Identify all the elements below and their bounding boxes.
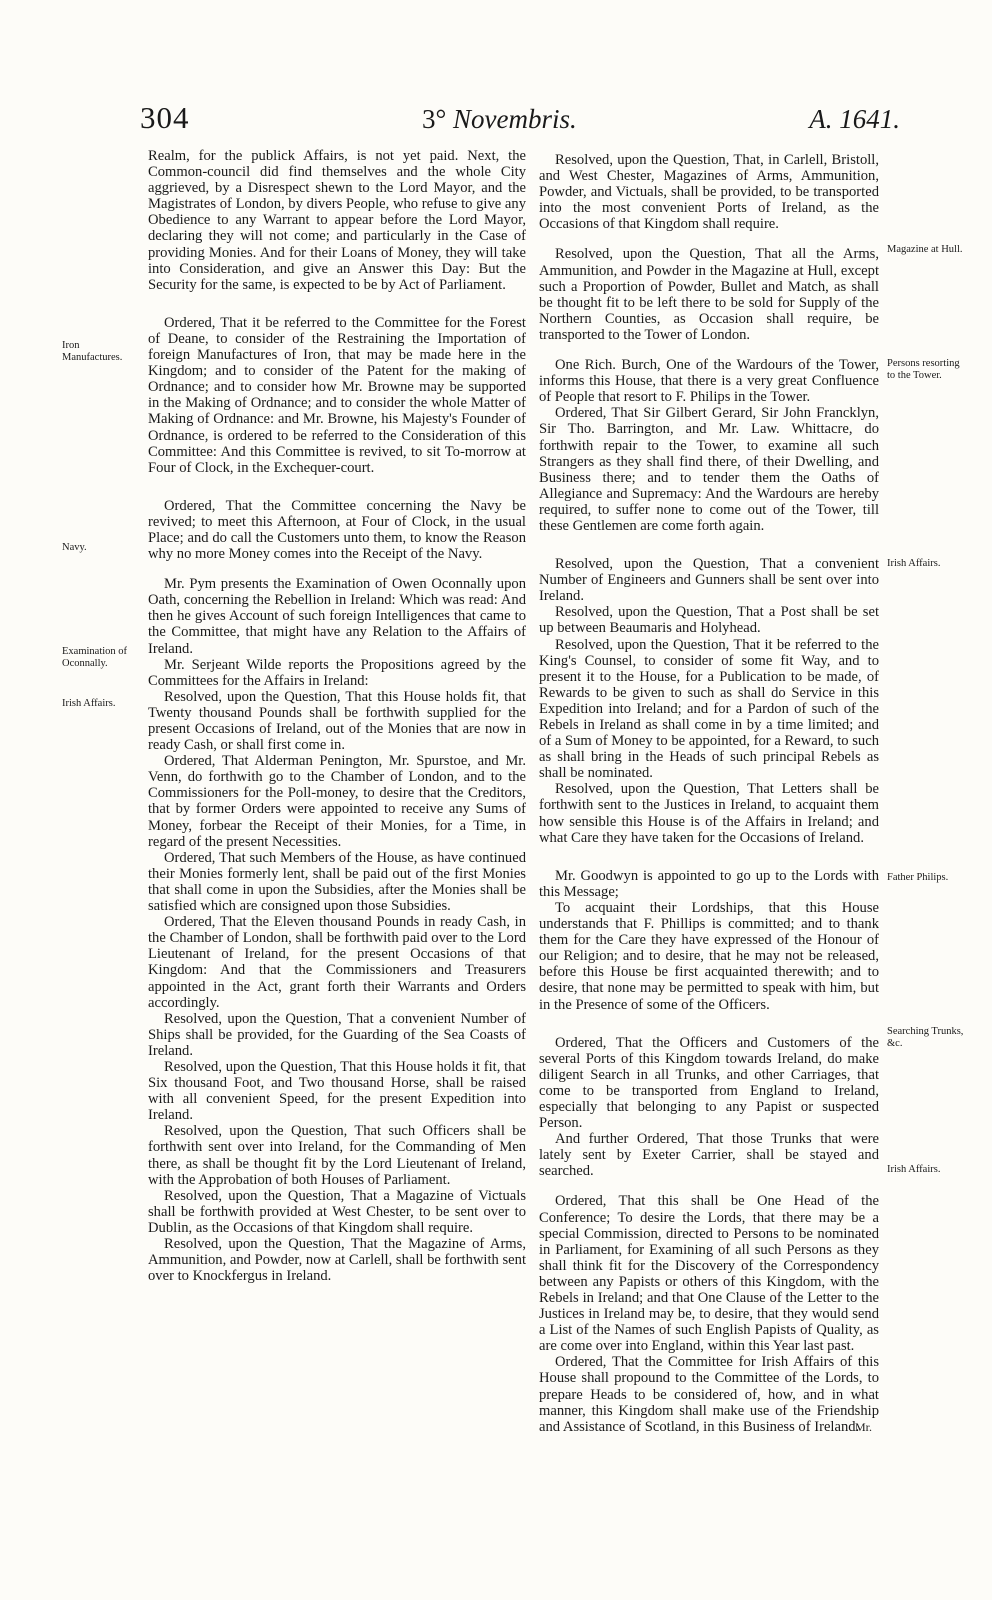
- margin-note-navy: Navy.: [62, 542, 87, 553]
- margin-note-trunks: Searching Trunks, &c.: [887, 1026, 964, 1049]
- paragraph: To acquaint their Lordships, that this House understands that F. Phillips is committed; and to thank them for the Care they have expressed of the Honour of our Religion; and to desire, that he may not be released, before this House be first acquainted therewith; and to desire, that none may be permitted to speak with him, but in the Presence of some of the Officers.: [539, 899, 879, 1013]
- paragraph: Ordered, That the Officers and Customers of the several Ports of this Kingdom towards Ireland, do make diligent Search in all Trunks, and other Carriages, that come to be transported from England to Ireland, especially that belonging to any Papist or suspected Person.: [539, 1034, 879, 1132]
- paragraph: Ordered, That the Committee concerning the Navy be revived; to meet this Afternoon, at Four of Clock, in the usual Place; and do call the Customers unto them, to know the Reason why no more Money comes into the Receipt of the Navy.: [148, 497, 526, 563]
- margin-note-hull: Magazine at Hull.: [887, 244, 963, 255]
- paragraph: Mr. Goodwyn is appointed to go up to the Lords with this Message;: [539, 867, 879, 900]
- paragraph: Mr. Serjeant Wilde reports the Propositions agreed by the Committees for the Affairs in Ireland:: [148, 656, 526, 689]
- paragraph: Resolved, upon the Question, That Letters shall be forthwith sent to the Justices in Ireland, to acquaint them how sensible this House is of the Affairs in Ireland; and what Care they have taken for the Occasions of Ireland.: [539, 781, 879, 846]
- paragraph: Ordered, That the Eleven thousand Pounds in ready Cash, in the Chamber of London, shall be forthwith paid over to the Lord Lieutenant of Ireland, for the present Occasions of that Kingdom: And that the Commissioners and Treasurers appointed in the Act, grant forth their Warrants and Orders accordingly.: [148, 914, 526, 1011]
- catchword: Mr.: [855, 1420, 873, 1434]
- paragraph: Resolved, upon the Question, That such Officers shall be forthwith sent over into Ireland, for the Commanding of Men there, as shall be thought fit by the Lord Lieutenant of Ireland, with the Approbation of both Houses of Parliament.: [148, 1123, 526, 1188]
- paragraph: Resolved, upon the Question, That the Magazine of Arms, Ammunition, and Powder, now at Carlell, shall be forthwith sent over to Knockfergus in Ireland.: [148, 1236, 526, 1285]
- paragraph: Resolved, upon the Question, That it be referred to the King's Counsel, to consider of some fit Way, and to present it to the House, for a Publication to be made, of Rewards to be given to such as shall do Service in this Expedition into Ireland; and for a Pardon of such of the Rebels in Ireland as shall come in by a time limited; and of a Sum of Money to be appointed, for a Reward, to such as shall bring in the Heads of such principal Rebels as shall be nominated.: [539, 636, 879, 782]
- margin-note-philips: Father Philips.: [887, 872, 949, 883]
- margin-note-irish-3: Irish Affairs.: [887, 1164, 941, 1175]
- paragraph: Resolved, upon the Question, That a Post shall be set up between Beaumaris and Holyhead.: [539, 604, 879, 637]
- margin-note-irish: Irish Affairs.: [62, 698, 116, 709]
- margin-note-oconnally: Examination of Oconnally.: [62, 646, 128, 669]
- paragraph: Resolved, upon the Question, That a Magazine of Victuals shall be forthwith provided at West Chester, to be sent over to Dublin, as the Occasions of that Kingdom shall require.: [148, 1187, 526, 1236]
- date-prefix: 3°: [421, 104, 454, 134]
- paragraph: One Rich. Burch, One of the Wardours of the Tower, informs this House, that there is a very great Confluence of People that resort to F. Philips in the Tower.: [539, 357, 879, 406]
- margin-note-irish-2: Irish Affairs.: [887, 558, 941, 569]
- paragraph: Mr. Pym presents the Examination of Owen Oconnally upon Oath, concerning the Rebellion in Ireland: Which was read: And then he gives Account of such foreign Intelligences that came to the Committee, that might have any Relation to the Affairs of Ireland.: [148, 576, 526, 657]
- paragraph: Ordered, That it be referred to the Committee for the Forest of Deane, to consider of the Restraining the Importation of foreign Manufactures of Iron, that may be made here in the Kingdom; and to consider of the Patent for the making of Ordnance; and to consider how Mr. Browne may be supported in the Making of Ordnance; and to consider the whole Matter of Making of Ordnance: and Mr. Browne, his Majesty's Founder of Ordnance, is ordered to be referred to the Consideration of this Committee: And this Committee is revived, to sit To-morrow at Four of Clock, in the Exchequer-court.: [148, 314, 526, 476]
- paragraph: Resolved, upon the Question, That a convenient Number of Engineers and Gunners shall be sent over into Ireland.: [539, 556, 879, 605]
- page-number: 304: [140, 100, 190, 135]
- margin-note-iron: Iron Manufactures.: [62, 340, 123, 363]
- paragraph: Resolved, upon the Question, That all the Arms, Ammunition, and Powder in the Magazine at Hull, except such a Proportion of Powder, Bullet and Match, as shall be thought fit to be left there to be sold for Supply of the Northern Counties, as Occasion shall require, be transported to the Tower of London.: [539, 246, 879, 343]
- right-column: [539, 152, 879, 1435]
- paragraph: Ordered, That such Members of the House, as have continued their Monies formerly lent, shall be paid out of the first Monies that shall come in upon the Subsidies, after the Monies shall be satisfied which are consigned upon those Subsidies.: [148, 849, 526, 915]
- paragraph: And further Ordered, That those Trunks that were lately sent by Exeter Carrier, shall be stayed and searched.: [539, 1131, 879, 1180]
- page-year: A. 1641.: [809, 104, 900, 134]
- page-header: [140, 100, 900, 148]
- paragraph: Ordered, That this shall be One Head of the Conference; To desire the Lords, that there may be a special Commission, directed to Persons to be nominated in Parliament, for Examining of all such Persons as they shall think fit for the Discovery of the Correspondency between any Papists or others of this Kingdom, with the Rebels in Ireland; and that One Clause of the Letter to the Justices in Ireland may be, to desire, that they would send a List of the Names of such English Papists of Quality, as are come over into England, within this Year last past.: [539, 1193, 879, 1355]
- page-date: [422, 104, 577, 135]
- paragraph: Realm, for the publick Affairs, is not yet paid. Next, the Common-council did find themselves and the whole City aggrieved, by a Disrespect shewn to the Lord Mayor, and the Magistrates of London, by divers People, who refuse to give any Obedience to any Warrant to appear before the Lord Mayor, declaring they will not come; and particularly in the Case of providing Monies. And for their Loans of Money, they will take into Consideration, and give an Answer this Day: But the Security for the same, is expected to be by Act of Parliament.: [148, 148, 526, 293]
- paragraph: Ordered, That Sir Gilbert Gerard, Sir John Francklyn, Sir Tho. Barrington, and Mr. Law. Whittacre, do forthwith repair to the Tower, to examine all such Strangers as they shall find there, of their Dwelling, and Business there; and to tender them the Oaths of Allegiance and Supremacy: And the Wardours are hereby required, to suffer none to come out of the Tower, till these Gentlemen are come forth again.: [539, 405, 879, 534]
- paragraph: Resolved, upon the Question, That this House holds fit, that Twenty thousand Pounds shall be forthwith supplied for the present Occasions of Ireland, out of the Monies that are now in ready Cash, or shall first come in.: [148, 688, 526, 754]
- paragraph: Ordered, That the Committee for Irish Affairs of this House shall propound to the Committee of the Lords, to prepare Heads to be considered of, how, and in what manner, this Kingdom shall make use of the Friendship and Assistance of Scotland, in this Business of Ireland.: [539, 1354, 879, 1435]
- paragraph: Resolved, upon the Question, That, in Carlell, Bristoll, and West Chester, Magazines of Arms, Ammunition, Powder, and Victuals, shall be provided, to be transported into the most convenient Ports of Ireland, as the Occasions of that Kingdom shall require.: [539, 152, 879, 233]
- paragraph: Resolved, upon the Question, That this House holds it fit, that Six thousand Foot, and Two thousand Horse, shall be raised with all convenient Speed, for the present Expedition into Ireland.: [148, 1058, 526, 1124]
- date-month: Novembris.: [453, 104, 577, 134]
- paragraph: Ordered, That Alderman Penington, Mr. Spurstoe, and Mr. Venn, do forthwith go to the Chamber of London, and to the Commissioners for the Poll-money, to desire that the Creditors, that by former Orders were appointed to receive any Sums of Money, forbear the Receipt of their Monies, for a Time, in regard of the present Necessities.: [148, 753, 526, 850]
- left-column: [148, 148, 526, 1284]
- paragraph: Resolved, upon the Question, That a convenient Number of Ships shall be provided, for the Guarding of the Sea Coasts of Ireland.: [148, 1010, 526, 1059]
- margin-note-tower: Persons resorting to the Tower.: [887, 358, 960, 381]
